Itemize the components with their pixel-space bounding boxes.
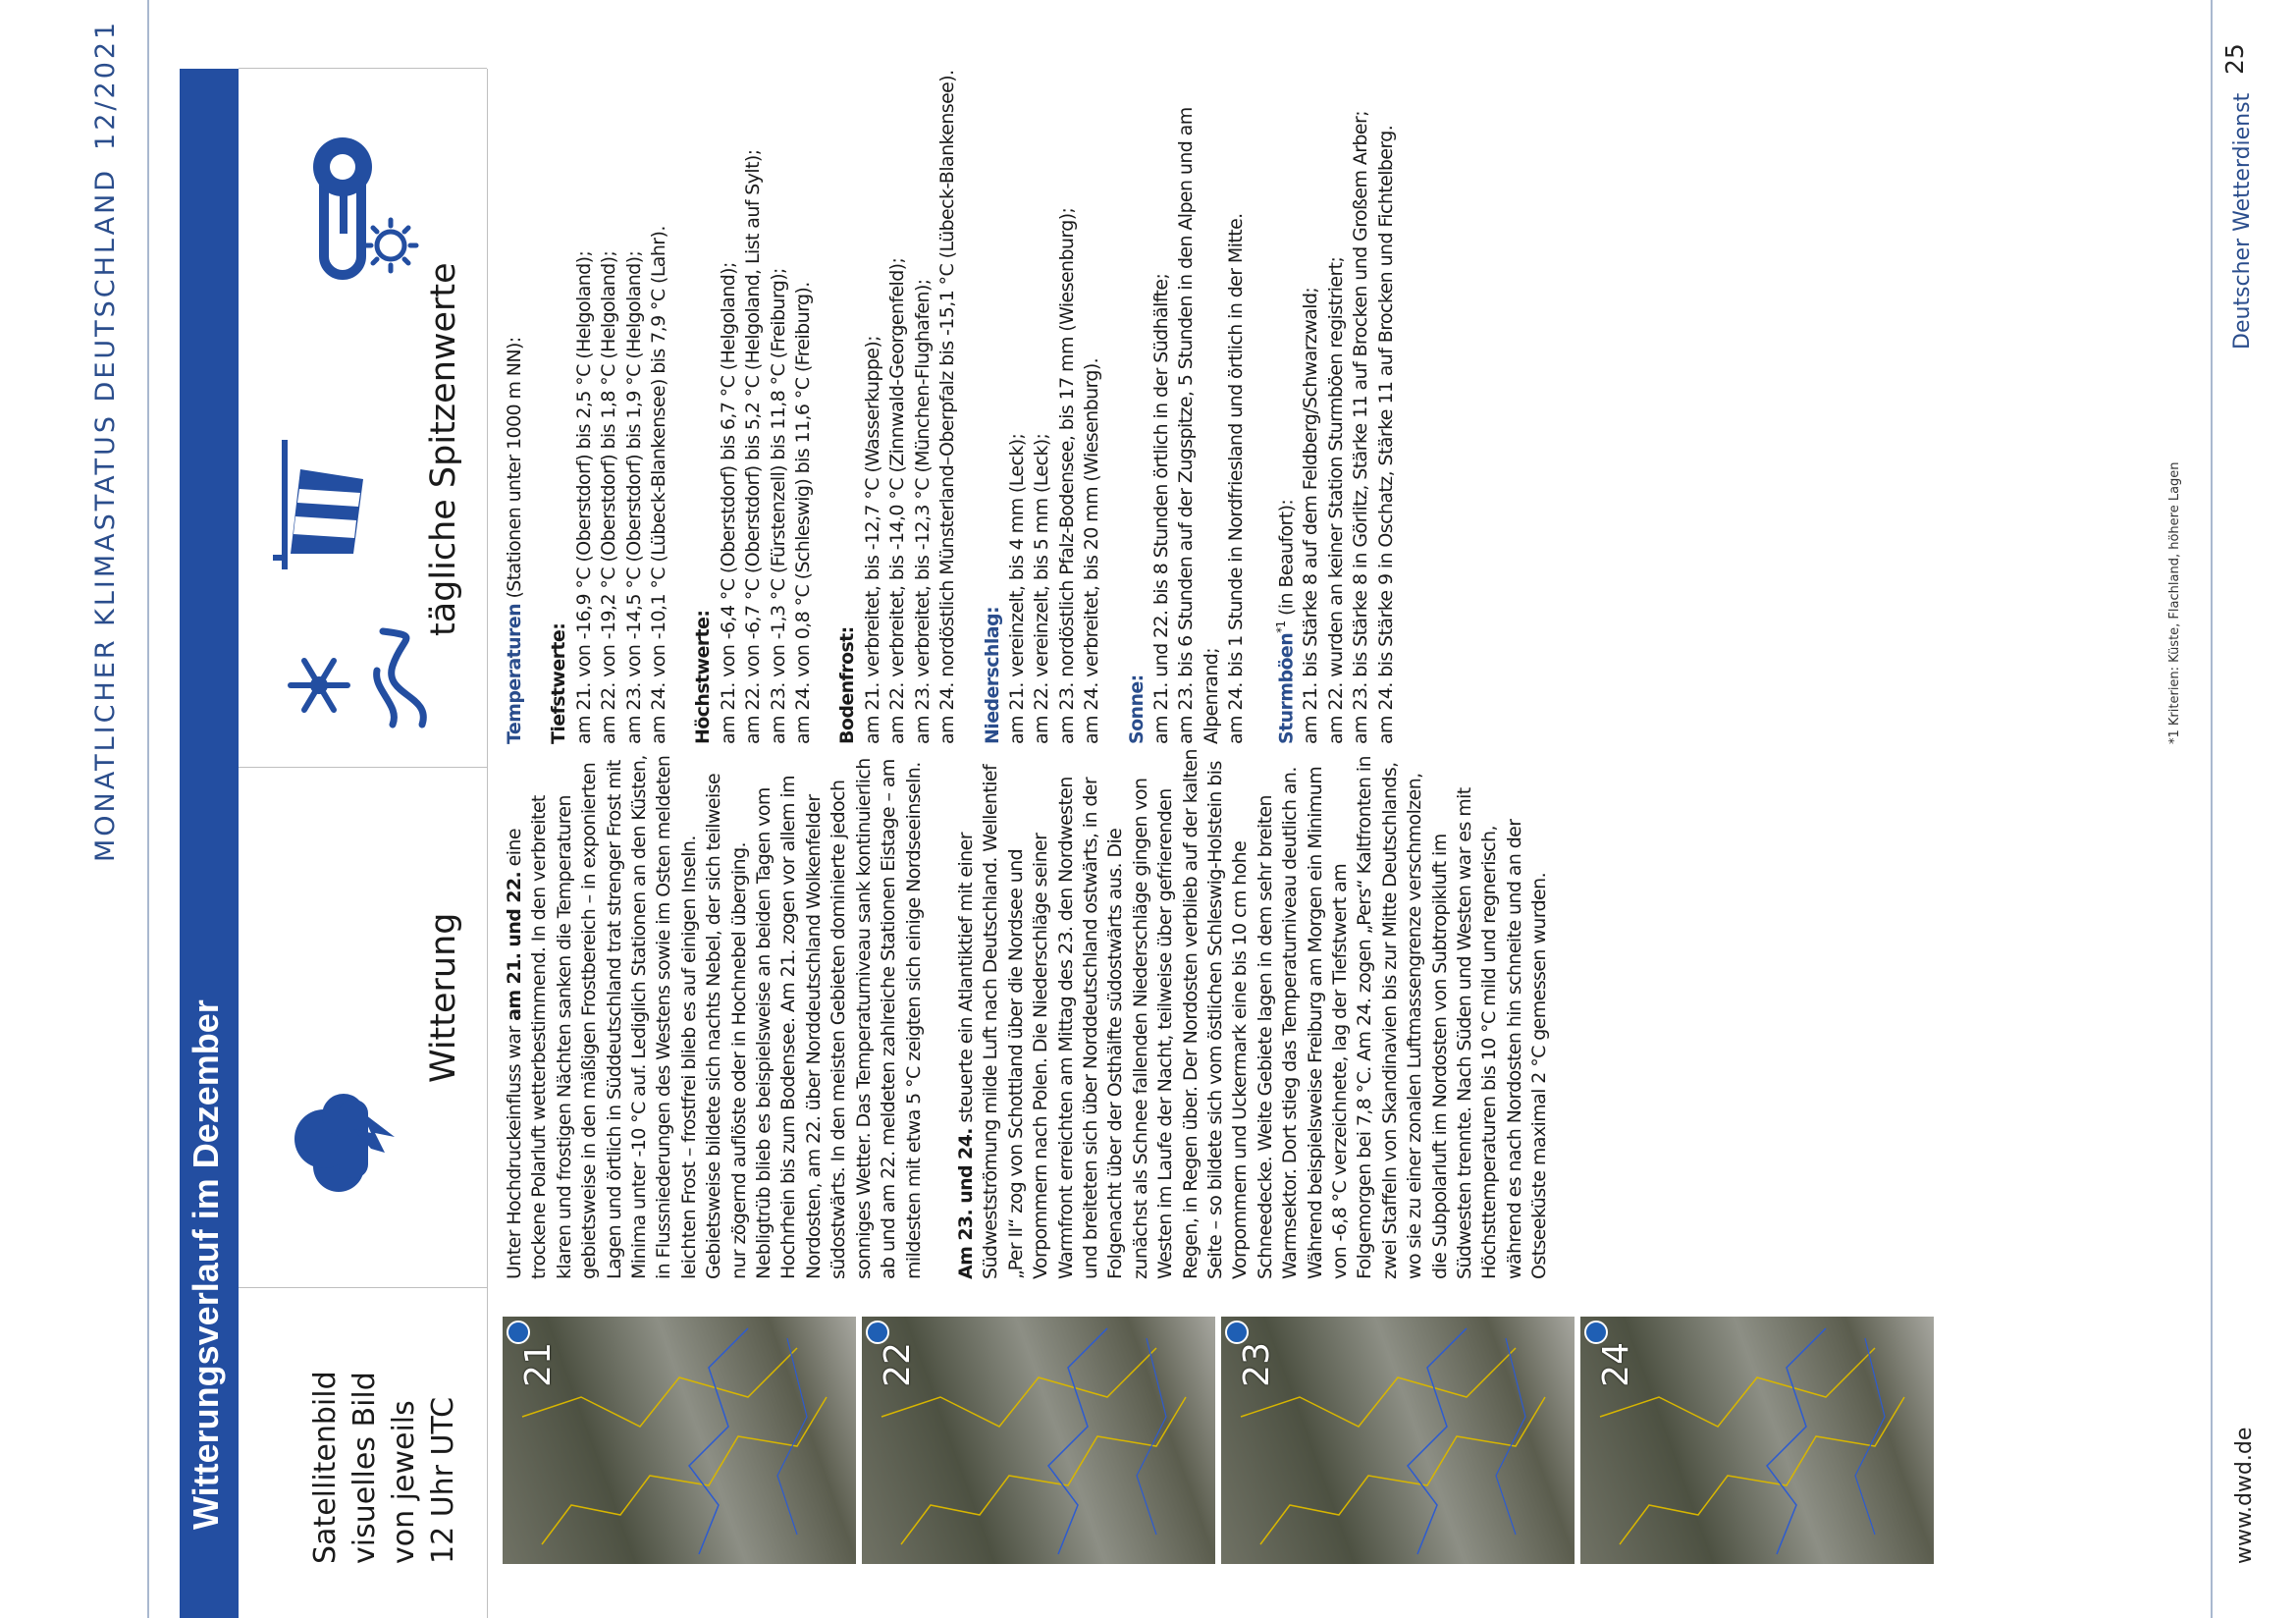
table-header-rule [487,69,488,1618]
thermometer-sun-icon [275,126,426,293]
list-item: am 21. bis Stärke 8 auf dem Feldberg/Schwarzwald; [1300,287,1322,744]
footer-website[interactable]: www.dwd.de [2232,1427,2257,1564]
satellite-image [862,1317,1215,1564]
list-item: am 21. von -6,4 °C (Oberstdorf) bis 6,7 °C (Helgoland); [717,262,739,744]
spitzenwerte-text [503,37,1418,744]
gust-icon [363,626,441,734]
temperaturen-heading: Temperaturen [504,604,525,744]
bodenfrost-section [835,37,960,744]
sonne-heading: Sonne: [1125,674,1148,744]
paragraph-text: eine trockene Polarluft wetterbestimmend. In den verbreitet klaren und frostigen Nächten sanken die Temperaturen gebietsweise in den mäßigen Frostbereich – in exponierten Lagen und örtlich in Süddeutschland trat strenger Frost mit Minima unter -10 °C auf. Lediglich Stationen an den Küsten, in Flussniederungen des Westens sowie im Osten meldeten leichten Frost – frostfrei blieb es auf einigen Inseln. Gebietsweise bildete sich nachts Nebel, der sich teilweise nur zögernd auflöste oder in Hochnebel überging. Nebligtrüb blieb es beispielsweise an beiden Tagen vom Hochrhein bis zum Bodensee. Am 21. zogen vor allem im Nordosten, am 22. über Norddeutschland Wolkenfelder südostwärts. In den meisten Gebieten dominierte jedoch sonniges Wetter. Das Temperaturniveau sank kontinuierlich ab und am 22. meldeten zahlreiche Stationen Eistage – am mildesten mit etwa 5 °C zeigten sich einige Nordseeinseln. [504,755,925,1279]
list-item: am 21. vereinzelt, bis 4 mm (Leck); [1005,433,1028,744]
satellite-image [503,1317,856,1564]
hoechstwerte-section [691,37,816,744]
witterung-column-label: Witterung [424,912,463,1083]
paragraph-text: steuerte ein Atlantiktief mit einer Südwestströmung milde Luft nach Deutschland. Wellentief „Per II“ zog von Schottland über die Nordsee und Vorpommern nach Polen. Die Niederschläge seiner Warmfront erreichten am Mittag des 23. den Nordwesten und breiteten sich über Norddeutschland ostwärts, in der Folgenacht über der Osthälfte südostwärts aus. Die zunächst als Schnee fallenden Niederschläge gingen von Westen im Laufe der Nacht, teilweise über gefrierenden Regen, in Regen über. Der Nordosten verblieb auf der kalten Seite – so bildete sich vom östlichen Schleswig-Holstein bis Vorpommern und Uckermark eine bis 10 cm hohe Schneedecke. Weite Gebiete lagen in dem sehr breiten Warmsektor. Dort stieg das Temperaturniveau deutlich an. Während beispielsweise Freiburg am Morgen ein Minimum von -6,8 °C verzeichnete, lag der Tiefstwert am Folgemorgen bei 7,8 °C. Am 24. zogen „Pers“ Kaltfronten in zwei Staffeln von Skandinavien bis zur Mitte Deutschlands, wo sie zu einer zonalen Luftmassengrenze verschmolzen, die Subpolarluft im Nordosten von Subtropikluft im Südwesten trennte. Nach Süden und Westen war es mit Höchsttemperaturen bis 10 °C mild und regnerisch, während es nach Nordosten hin schneite und an der Ostseeküste maximal 2 °C gemessen wurden. [954,749,1551,1279]
list-item: am 23. nordöstlich Pfalz-Bodensee, bis 17 mm (Wiesenburg); [1055,207,1078,744]
column-divider-1 [239,1287,487,1288]
sturmboeen-section [1269,37,1399,744]
list-item: am 23. verbreitet, bis -12,3 °C (München-Flughafen); [911,279,934,744]
footer-publisher: Deutscher Wetterdienst [2230,92,2255,350]
list-item: am 24. bis Stärke 9 in Oschatz, Stärke 11 auf Brocken und Fichtelberg. [1374,125,1397,744]
witterung-paragraph-1 [503,749,927,1279]
dwd-logo-icon [507,1321,530,1344]
list-item: am 23. von -1,3 °C (Fürstenzell) bis 11,8 °C (Freiburg); [767,268,789,744]
paragraph-text: Unter Hochdruckeinfluss war [504,1020,525,1279]
temperaturen-section [503,37,527,744]
list-item: am 22. verbreitet, bis -14,0 °C (Zinnwald-Georgenfeld); [886,257,909,744]
satellite-day-number: 21 [518,1342,559,1387]
spitzenwerte-column-label: tägliche Spitzenwerte [424,262,463,636]
tiefstwerte-section [547,37,671,744]
dwd-logo-icon [1225,1321,1249,1344]
temperaturen-note: (Stationen unter 1000 m NN): [504,337,525,604]
page-frame-line-top [147,0,149,1618]
section-title: Witterungsverlauf im Dezember [186,999,226,1530]
dwd-logo-icon [1584,1321,1608,1344]
section-title-bar [180,69,239,1618]
niederschlag-heading: Niederschlag: [981,607,1003,744]
satellite-label-line-4: 12 Uhr UTC [426,1396,460,1564]
issue-label: 12/2021 [90,19,121,150]
satellite-label-line-3: von jeweils [387,1400,421,1564]
bodenfrost-heading: Bodenfrost: [836,626,859,744]
snowflake-icon [285,651,357,720]
running-title: MONATLICHER KLIMASTATUS DEUTSCHLAND [90,167,121,862]
satellite-day-number: 23 [1237,1342,1277,1387]
list-item: am 21. verbreitet, bis -12,7 °C (Wasserkuppe); [861,336,883,744]
sonne-section [1125,37,1250,744]
list-item: am 22. vereinzelt, bis 5 mm (Leck); [1031,433,1053,744]
list-item: am 21. und 22. bis 8 Stunden örtlich in der Südhälfte; [1149,273,1172,744]
witterung-paragraph-2 [954,749,1553,1279]
satellite-image [1221,1317,1575,1564]
page-number: 25 [2220,43,2249,75]
list-item: am 24. bis 1 Stunde in Nordfriesland und örtlich in der Mitte. [1225,213,1248,744]
list-item: am 22. von -6,7 °C (Oberstdorf) bis 5,2 °C (Helgoland, List auf Sylt); [742,149,765,744]
list-item: am 24. verbreitet, bis 20 mm (Wiesenburg). [1081,357,1103,744]
hoechstwerte-heading: Höchstwerte: [692,610,715,744]
sturmboeen-heading: Sturmböen [1274,632,1297,744]
list-item: am 23. von -14,5 °C (Oberstdorf) bis 1,9 °C (Helgoland); [622,250,645,744]
list-item: am 21. von -16,9 °C (Oberstdorf) bis 2,5 °C (Helgoland); [572,250,595,744]
list-item: am 24. von 0,8 °C (Schleswig) bis 11,6 °C (Freiburg). [792,282,815,744]
list-item: am 23. bis 6 Stunden auf der Zugspitze, 5 Stunden in den Alpen und am Alpenrand; [1175,107,1222,744]
list-item: am 22. wurden an keiner Station Sturmböen registriert; [1324,256,1347,744]
tiefstwerte-heading: Tiefstwerte: [548,622,570,744]
list-item: am 23. bis Stärke 8 in Görlitz, Stärke 11 auf Brocken und Großem Arber; [1350,110,1372,744]
list-item: am 24. von -10,1 °C (Lübeck-Blankensee) bis 7,9 °C (Lahr). [648,226,670,744]
witterung-text [503,749,1580,1279]
footnote: *1 Kriterien: Küste, Flachland, höhere Lagen [2167,461,2182,744]
column-divider-3 [239,68,487,69]
niederschlag-section [981,37,1105,744]
satellite-day-number: 22 [878,1342,918,1387]
date-range-bold: am 21. und 22. [504,871,525,1021]
satellite-column-label [306,1299,463,1564]
sturmboeen-note: (in Beaufort): [1274,499,1297,621]
satellite-day-number: 24 [1596,1342,1636,1387]
running-header [90,20,121,862]
dwd-logo-icon [866,1321,889,1344]
satellite-label-line-2: visuelles Bild [347,1372,382,1564]
footnote-marker: *1 [1273,620,1288,633]
list-item: am 22. von -19,2 °C (Oberstdorf) bis 1,8 °C (Helgoland); [598,250,620,744]
satellite-label-line-1: Satellitenbild [308,1371,343,1564]
windsock-icon [265,430,377,577]
satellite-image [1580,1317,1934,1564]
date-range-bold: Am 23. und 24. [954,1128,977,1279]
list-item: am 24. nordöstlich Münsterland–Oberpfalz bis -15,1 °C (Lübeck-Blankensee). [936,70,959,744]
cloud-lightning-icon [285,1078,406,1206]
column-divider-2 [239,767,487,768]
page-frame-line-bottom [2211,0,2213,1618]
